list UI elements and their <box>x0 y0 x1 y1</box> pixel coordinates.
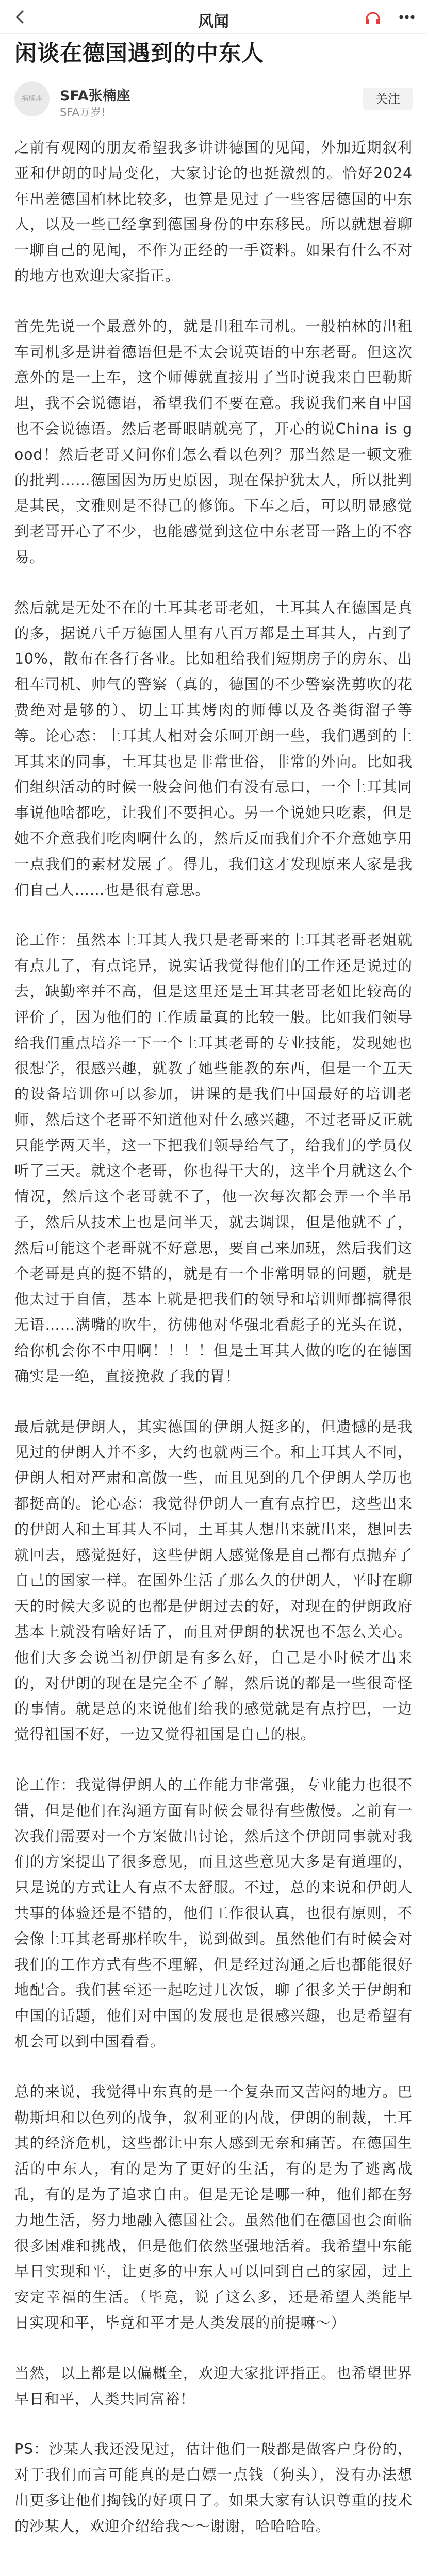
author-name[interactable]: SFA张楠座 <box>60 88 130 104</box>
article <box>14 37 413 2564</box>
author-meta: SFA万岁! <box>60 106 106 118</box>
paragraph: 论工作：我觉得伊朗人的工作能力非常强，专业能力也很不错，但是他们在沟通方面有时候会显得有些傲慢。之前有一次我们需要对一个方案做出讨论，然后这个伊朗同事就对我们的方案提出了很多意见，而且这些意见大多是有道理的，只是说的方式让人有点不太舒服。不过，总的来说和伊朗人共事的体验还是不错的，他们工作很认真，也很有原则，不会像土耳其老哥那样吹牛，说到做到。虽然他们有时候会对我们的工作方式有些不理解，但是经过沟通之后也都能很好地配合。我们甚至还一起吃过几次饭，聊了很多关于伊朗和中国的话题，他们对中国的发展也是很感兴趣，也是希望有机会可以到中国看看。 <box>14 1776 413 2050</box>
paragraph: 首先先说一个最意外的，就是出租车司机。一般柏林的出租车司机多是讲着德语但是不太会说英语的中东老哥。但这次意外的是一上车，这个师傅就直接用了当时说我来自巴勒斯坦，我不会说德语，希望我们不要在意。我说我们来自中国也不会说德语。然后老哥眼睛就亮了，开心的说China is good！然后老哥又问你们怎么看以色列？那当然是一顿文雅的批判……德国因为历史原因，现在保护犹太人，所以批判是其民，文雅则是不得已的修饰。下车之后，可以明显感觉到老哥开心了不少，也能感觉到这位中东老哥一路上的不容易。 <box>14 317 413 566</box>
listen-icon[interactable] <box>364 9 382 26</box>
article-body <box>14 135 413 2539</box>
paragraph: 当然，以上都是以偏概全，欢迎大家批评指正。也希望世界早日和平，人类共同富裕！ <box>14 2364 413 2408</box>
top-bar <box>0 0 427 34</box>
paragraph: PS：沙某人我还没见过，估计他们一般都是做客户身份的，对于我们而言可能真的是白嫖一点钱（狗头），没有办法想出更多让他们掏钱的好项目了。如果大家有认识尊重的技术的沙某人，欢迎介绍给我～～谢谢，哈哈哈哈。 <box>14 2441 413 2535</box>
page-title: 风闻 <box>198 13 229 31</box>
paragraph: 最后就是伊朗人，其实德国的伊朗人挺多的，但遗憾的是我见过的伊朗人并不多，大约也就两三个。和土耳其人不同，伊朗人相对严肃和高傲一些，而且见到的几个伊朗人学历也都挺高的。论心态：我觉得伊朗人一直有点拧巴，这些出来的伊朗人和土耳其人不同，土耳其人想出来就出来，想回去就回去，感觉挺好，这些伊朗人感觉像是自己都有点抛弃了自己的国家一样。在国外生活了那么久的伊朗人，平时在聊天的时候大多说的也都是伊朗过去的好，对现在的伊朗政府基本上就没有啥好话了，而且对伊朗的状况也不怎么关心。他们大多会说当初伊朗是有多么好，自己是小时候才出来的，对伊朗的现在是完全不了解，然后说的都是一些很奇怪的事情。就是总的来说他们给我的感觉就是有点拧巴，一边觉得祖国不好，一边又觉得祖国是自己的根。 <box>14 1418 413 1743</box>
paragraph: 然后就是无处不在的土耳其老哥老姐，土耳其人在德国是真的多，据说八千万德国人里有八百万都是土耳其人，占到了10%，散布在各行各业。比如租给我们短期房子的房东、出租车司机、帅气的警察（真的，德国的不少警察洗剪吹的花费绝对是够的）、切土耳其烤肉的师傅以及各类街溜子等等。论心态：土耳其人相对会乐呵开朗一些，我们遇到的土耳其来的同事，土耳其也是非常世俗，非常的外向。比如我们组织活动的时候一般会问他们有没有忌口，一个土耳其同事说他啥都吃，让我们不要担心。另一个说她只吃素，但是她不介意我们吃肉啊什么的，然后反而我们介不介意她享用一点我们的素材发展了。得儿，我们这才发现原来人家是我们自己人……也是很有意思。 <box>14 599 413 899</box>
follow-button[interactable]: 关注 <box>363 88 413 110</box>
article-title: 闲谈在德国遇到的中东人 <box>14 41 264 66</box>
more-icon[interactable] <box>398 9 416 25</box>
author-bar <box>14 77 413 125</box>
paragraph: 论工作：虽然本土耳其人我只是老哥来的土耳其老哥老姐就有点儿了，有点诧异，说实话我觉得他们的工作还是说过的去，缺勤率并不高，但是这里还是土耳其老哥老姐比较高的评价了，因为他们的工作质量真的比较一般。比如我们领导给我们重点培养一下一个土耳其老哥的专业技能，发现她也很想学，很感兴趣，就教了她些能教的东西，但是一个五天的设备培训你可以参加，讲课的是我们中国最好的培训老师，然后这个老哥不知道他对什么感兴趣，不过老哥反正就只能学两天半，这一下把我们领导给气了，给我们的学员仅听了三天。就这个老哥，你也得干大的，这半个月就这么个情况，然后这个老哥就不了，他一次每次都会弄一个半吊子，然后从技术上也是问半天，就去调课，但是他就不了，然后可能这个老哥就不好意思，要自己来加班，然后我们这个老哥是真的挺不错的，就是有一个非常明显的问题，就是他太过于自信，基本上就是把我们的领导和培训师都搞得很无语……满嘴的吹牛，彷佛他对华强北看彪子的光头在说，给你机会你不中用啊！！！！但是土耳其人做的吃的在德国确实是一绝，直接挽救了我的胃！ <box>14 931 413 1385</box>
paragraph: 总的来说，我觉得中东真的是一个复杂而又苦闷的地方。巴勒斯坦和以色列的战争，叙利亚的内战，伊朗的制裁，土耳其的经济危机，这些都让中东人感到无奈和痛苦。在德国生活的中东人，有的是为了更好的生活，有的是为了逃离战乱，有的是为了追求自由。但是无论是哪一种，他们都在努力地生活，努力地融入德国社会。虽然他们在德国也会面临很多困难和挑战，但是他们依然坚强地活着。我希望中东能早日实现和平，让更多的中东人可以回到自己的家园，过上安定幸福的生活。（毕竟，说了这么多，还是希望人类能早日实现和平，毕竟和平才是人类发展的前提嘛～） <box>14 2083 413 2331</box>
avatar[interactable]: 福楠座 <box>14 81 50 116</box>
paragraph: 之前有观网的朋友希望我多讲讲德国的见闻，外加近期叙利亚和伊朗的时局变化，大家讨论的也挺激烈的。恰好2024年出差德国柏林比较多，也算是见过了一些客居德国的中东人，以及一些已经拿到德国身份的中东移民。所以就想着聊一聊自己的见闻，不作为正经的一手资料。如果有什么不对的地方也欢迎大家指正。 <box>14 139 413 284</box>
